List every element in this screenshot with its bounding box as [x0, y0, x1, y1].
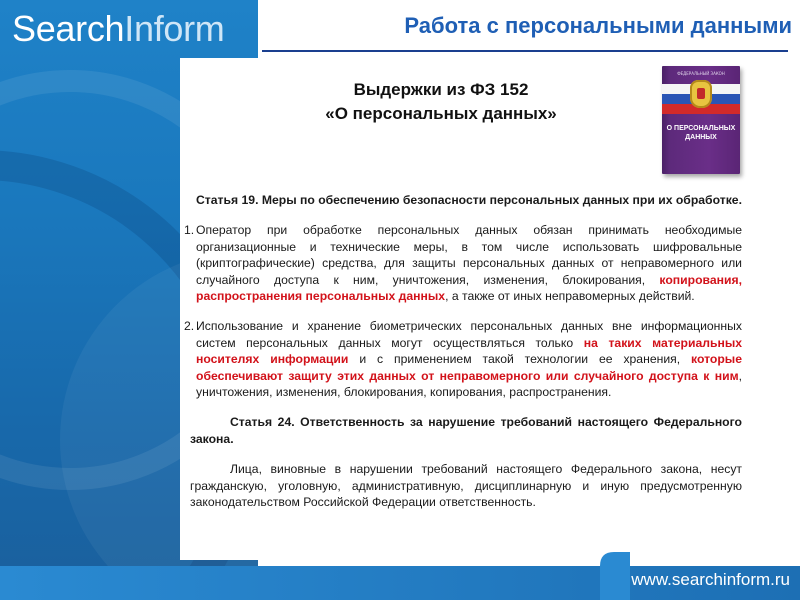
russian-emblem-icon: [690, 80, 712, 108]
item-number: 2.: [184, 319, 195, 334]
item-1-text-a: Оператор при обработке персональных данных обязан принимать необходимые организационные и технические меры, в том числе использовать шифровальные (криптографические) средства, для защиты персональных данных от неправомерного или случайного доступа к ним, уничтожения, изменения, блокирования,: [196, 223, 742, 287]
law-excerpt-text: [184, 192, 743, 511]
section-title: [268, 78, 614, 126]
slide-title: Работа с персональными данными: [404, 13, 792, 38]
website-url: www.searchinform.ru: [631, 570, 790, 589]
article-24-heading: Статья 24. Ответственность за нарушение требований настоящего Федерального закона.: [190, 415, 742, 446]
article-24-text: Лица, виновные в нарушении требований настоящего Федерального закона, несут гражданскую, уголовную, административную, дисциплинарную и иную предусмотренную законодательством Российской Федерации ответственность.: [190, 462, 742, 510]
logo-text-inform: Inform: [124, 8, 225, 49]
item-2-text-a: Использование и хранение биометрических персональных данных вне информационных систем персональных данных могут осуществляться только: [196, 319, 742, 350]
header-divider: [262, 50, 788, 52]
book-title: [666, 124, 736, 142]
section-title-line2: «О персональных данных»: [325, 104, 557, 123]
article-19-item-1: [184, 222, 742, 304]
article-19-heading: Статья 19. Меры по обеспечению безопасности персональных данных при их обработке.: [196, 193, 742, 207]
book-title-line1: О ПЕРСОНАЛЬНЫХ: [666, 125, 736, 132]
item-number: 1.: [184, 223, 195, 238]
item-2-highlight-a: на таких материальных носителях информации: [196, 335, 743, 367]
book-title-line2: ДАННЫХ: [685, 134, 717, 141]
article-19-item-2: [184, 318, 743, 400]
item-2-text-b: и с применением такой технологии ее хранения,: [348, 352, 692, 367]
searchinform-logo: [12, 6, 225, 52]
book-top-label: ФЕДЕРАЛЬНЫЙ ЗАКОН: [677, 71, 725, 76]
item-1-text-b: , а также от иных неправомерных действий.: [445, 289, 695, 304]
item-2-highlight-b: которые обеспечивают защиту этих данных от неправомерного или случайного доступа к ним: [196, 352, 742, 383]
item-1-highlight: копирования, распространения персональных данных: [196, 272, 742, 304]
logo-text-search: Search: [12, 8, 125, 49]
item-2-text-c: , уничтожения, изменения, блокирования, копирования, распространения.: [196, 368, 742, 400]
section-title-line1: Выдержки из ФЗ 152: [353, 80, 529, 99]
law-book-cover-image: [662, 66, 740, 174]
